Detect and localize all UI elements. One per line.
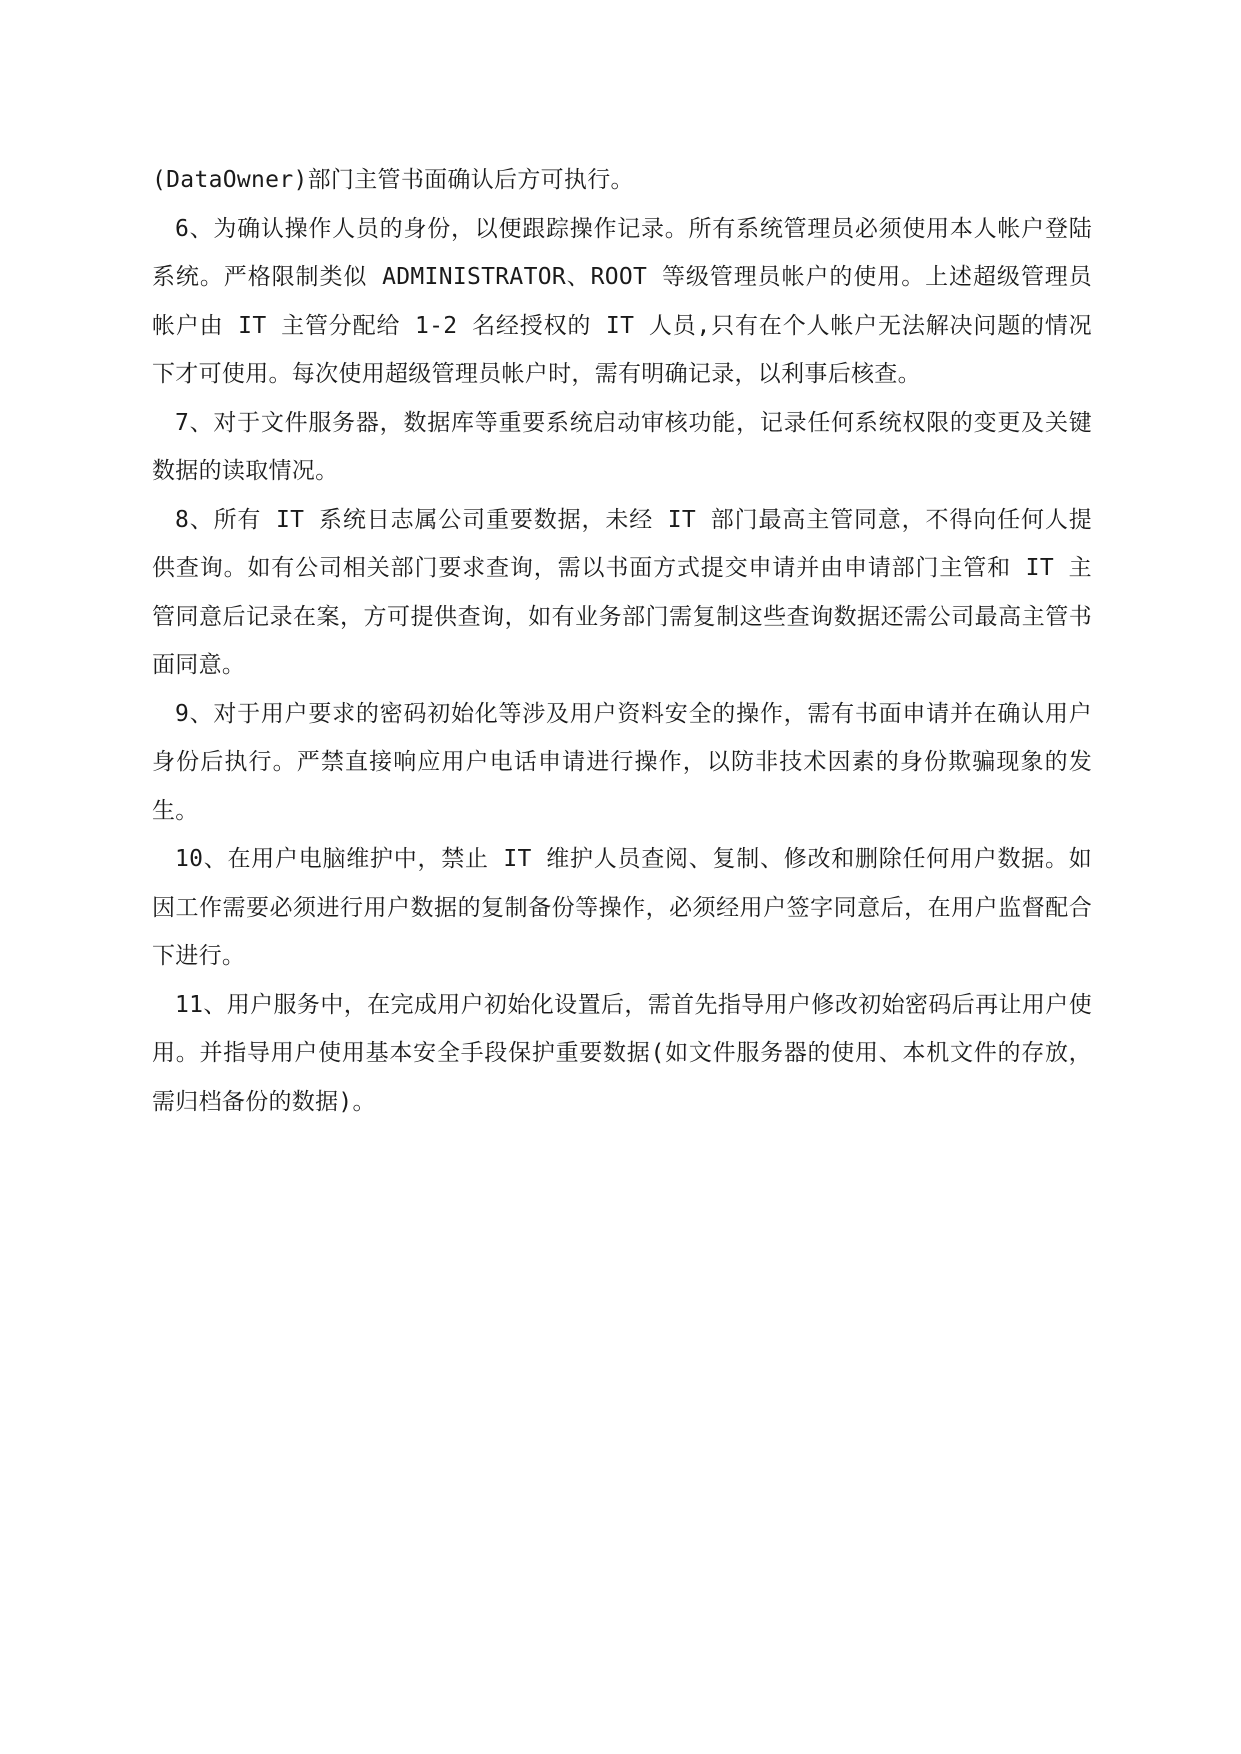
paragraph-item-8: 8、所有 IT 系统日志属公司重要数据，未经 IT 部门最高主管同意，不得向任何人提供查询。如有公司相关部门要求查询，需以书面方式提交申请并由申请部门主管和 IT 主管同意后记录在案，方可提供查询，如有业务部门需复制这些查询数据还需公司最高主管书面同意。 [152, 506, 1092, 678]
paragraph-item-7: 7、对于文件服务器，数据库等重要系统启动审核功能，记录任何系统权限的变更及关键数据的读取情况。 [152, 409, 1092, 484]
paragraph-item-9: 9、对于用户要求的密码初始化等涉及用户资料安全的操作，需有书面申请并在确认用户身份后执行。严禁直接响应用户电话申请进行操作，以防非技术因素的身份欺骗现象的发生。 [152, 700, 1092, 824]
paragraph-continuation: (DataOwner)部门主管书面确认后方可执行。 [152, 167, 634, 193]
paragraph-item-11: 11、用户服务中，在完成用户初始化设置后，需首先指导用户修改初始密码后再让用户使用。并指导用户使用基本安全手段保护重要数据(如文件服务器的使用、本机文件的存放，需归档备份的数据)。 [152, 991, 1092, 1115]
document-body [152, 156, 1092, 1126]
paragraph-item-10: 10、在用户电脑维护中，禁止 IT 维护人员查阅、复制、修改和删除任何用户数据。如因工作需要必须进行用户数据的复制备份等操作，必须经用户签字同意后，在用户监督配合下进行。 [152, 846, 1092, 969]
paragraph-item-6: 6、为确认操作人员的身份，以便跟踪操作记录。所有系统管理员必须使用本人帐户登陆系统。严格限制类似 ADMINISTRATOR、ROOT 等级管理员帐户的使用。上述超级管理员帐户由 IT 主管分配给 1-2 名经授权的 IT 人员,只有在个人帐户无法解决问题的情况下才可使用。每次使用超级管理员帐户时，需有明确记录，以利事后核查。 [152, 215, 1092, 387]
